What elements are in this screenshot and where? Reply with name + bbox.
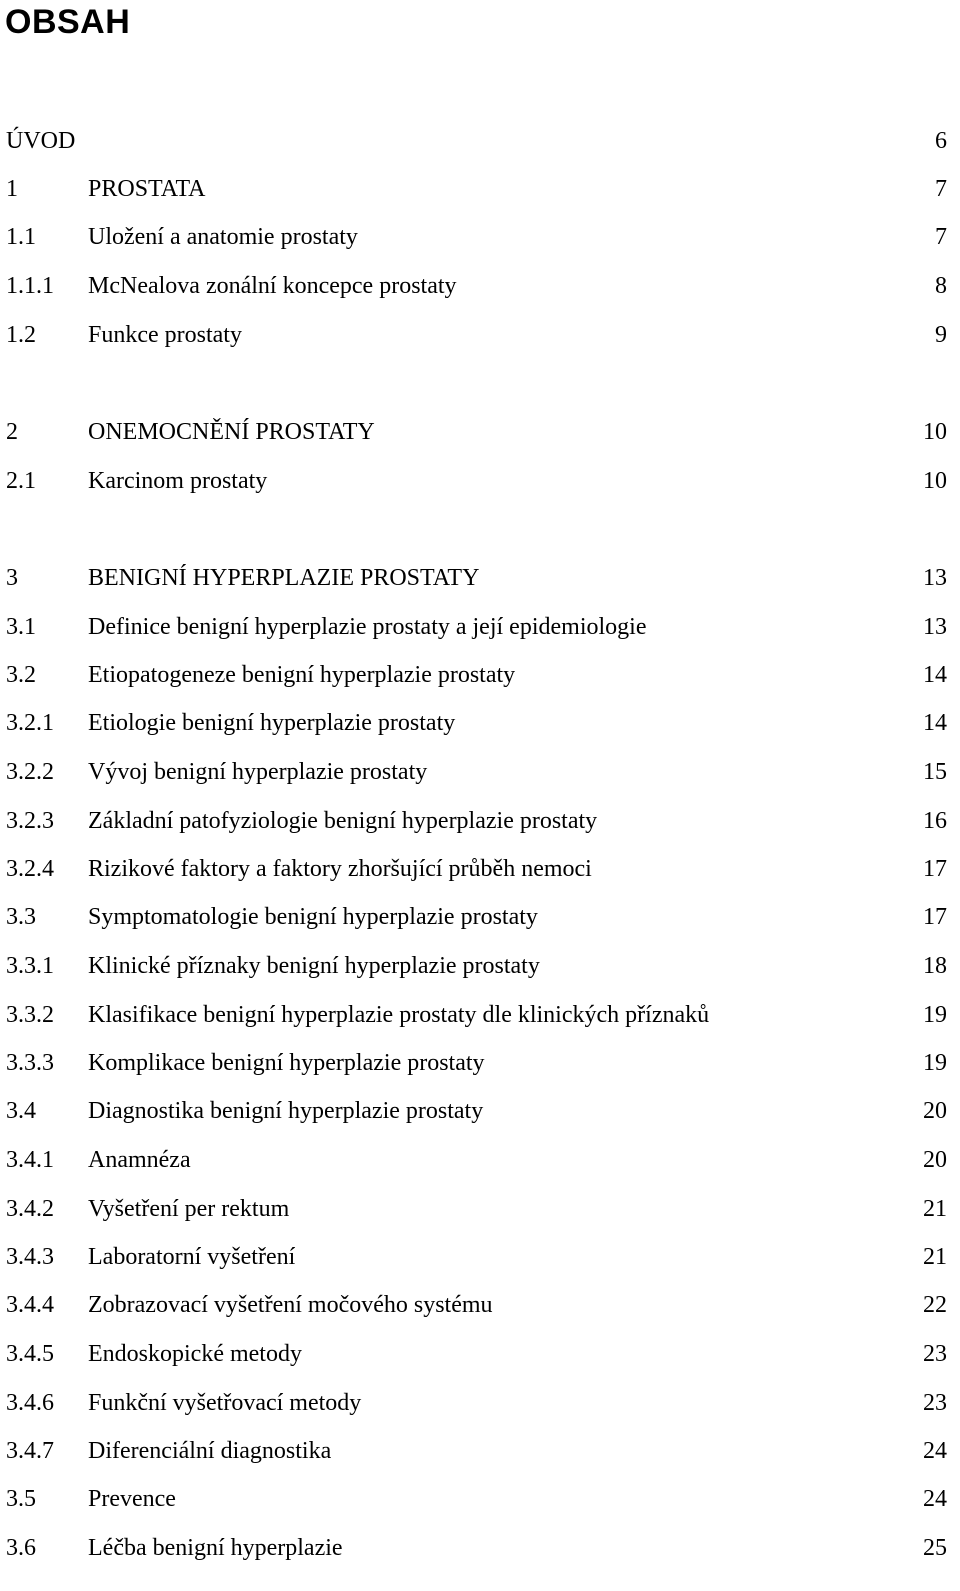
toc-entry-page: 19 <box>923 1050 947 1076</box>
toc-entry-number: 3.2.4 <box>6 856 54 882</box>
toc-entry <box>0 172 960 206</box>
toc-entry-label: Laboratorní vyšetření <box>88 1244 296 1270</box>
toc-entry <box>0 852 960 886</box>
toc-entry-page: 13 <box>923 614 947 640</box>
toc-entry-label: Vývoj benigní hyperplazie prostaty <box>88 759 428 785</box>
toc-entry-page: 19 <box>923 1002 947 1028</box>
toc-entry <box>0 1288 960 1322</box>
toc-entry-number: 3.2 <box>6 662 36 688</box>
toc-entry <box>0 464 960 498</box>
toc-entry-page: 24 <box>923 1486 947 1512</box>
toc-entry <box>0 1482 960 1516</box>
toc-entry-label: Zobrazovací vyšetření močového systému <box>88 1292 493 1318</box>
toc-entry-page: 7 <box>935 176 947 202</box>
toc-entry-number: 1.1 <box>6 224 36 250</box>
toc-entry-number: 3.4 <box>6 1098 36 1124</box>
toc-entry-number: 2.1 <box>6 468 36 494</box>
toc-entry <box>0 755 960 789</box>
toc-entry-page: 15 <box>923 759 947 785</box>
toc-entry-number: 3.4.7 <box>6 1438 54 1464</box>
toc-entry-number: 3.4.5 <box>6 1341 54 1367</box>
toc-entry-number: 3.4.1 <box>6 1147 54 1173</box>
toc-entry-page: 14 <box>923 662 947 688</box>
toc-entry <box>0 804 960 838</box>
toc-entry-label: Karcinom prostaty <box>88 468 268 494</box>
toc-entry <box>0 220 960 254</box>
toc-entry-page: 17 <box>923 904 947 930</box>
toc-entry-number: 3.4.2 <box>6 1196 54 1222</box>
toc-entry <box>0 1434 960 1468</box>
toc-entry-page: 9 <box>935 322 947 348</box>
toc-entry <box>0 318 960 352</box>
toc-entry-label: PROSTATA <box>88 176 206 202</box>
toc-entry-page: 20 <box>923 1098 947 1124</box>
toc-entry-label: Klinické příznaky benigní hyperplazie prostaty <box>88 953 540 979</box>
toc-entry-number: 1.1.1 <box>6 273 54 299</box>
toc-entry <box>0 415 960 449</box>
toc-entry <box>0 658 960 692</box>
toc-entry-page: 16 <box>923 808 947 834</box>
toc-entry <box>0 1094 960 1128</box>
toc-entry-number: 3.1 <box>6 614 36 640</box>
toc-entry <box>0 900 960 934</box>
toc-entry-page: 8 <box>935 273 947 299</box>
toc-entry-page: 10 <box>923 468 947 494</box>
toc-entry-label: Rizikové faktory a faktory zhoršující průběh nemoci <box>88 856 592 882</box>
toc-entry-page: 22 <box>923 1292 947 1318</box>
toc-entry-label: McNealova zonální koncepce prostaty <box>88 273 457 299</box>
toc-entry-number: 1.2 <box>6 322 36 348</box>
toc-entry-page: 25 <box>923 1535 947 1561</box>
toc-entry <box>0 561 960 595</box>
toc-entry-label: Diferenciální diagnostika <box>88 1438 332 1464</box>
toc-entry-label: Komplikace benigní hyperplazie prostaty <box>88 1050 485 1076</box>
toc-entry-number: 3.3.1 <box>6 953 54 979</box>
toc-entry-page: 23 <box>923 1341 947 1367</box>
toc-entry-page: 6 <box>935 128 947 154</box>
toc-entry-number: ÚVOD <box>6 128 76 154</box>
toc-entry-number: 3.3.3 <box>6 1050 54 1076</box>
toc-entry <box>0 269 960 303</box>
toc-entry-label: Anamnéza <box>88 1147 191 1173</box>
toc-entry-page: 24 <box>923 1438 947 1464</box>
toc-entry-number: 3.3 <box>6 904 36 930</box>
toc-entry <box>0 124 960 158</box>
toc-entry-label: Symptomatologie benigní hyperplazie prostaty <box>88 904 538 930</box>
toc-entry-label: Etiologie benigní hyperplazie prostaty <box>88 710 456 736</box>
toc-entry <box>0 1240 960 1274</box>
toc-entry-label: Prevence <box>88 1486 176 1512</box>
toc-entry-label: ONEMOCNĚNÍ PROSTATY <box>88 419 375 445</box>
toc-entry-label: Základní patofyziologie benigní hyperplazie prostaty <box>88 808 598 834</box>
toc-entry-number: 3.6 <box>6 1535 36 1561</box>
toc-entry-page: 23 <box>923 1390 947 1416</box>
toc-entry-label: Léčba benigní hyperplazie <box>88 1535 343 1561</box>
toc-entry-page: 13 <box>923 565 947 591</box>
toc-entry-number: 3.2.1 <box>6 710 54 736</box>
toc-entry-page: 21 <box>923 1196 947 1222</box>
toc-entry <box>0 1143 960 1177</box>
toc-entry-number: 2 <box>6 419 18 445</box>
toc-entry-number: 3.3.2 <box>6 1002 54 1028</box>
toc-entry-label: Uložení a anatomie prostaty <box>88 224 358 250</box>
toc-entry-number: 3 <box>6 565 18 591</box>
toc-entry-page: 21 <box>923 1244 947 1270</box>
toc-entry-label: Vyšetření per rektum <box>88 1196 290 1222</box>
toc-entry <box>0 1337 960 1371</box>
toc-entry-number: 3.5 <box>6 1486 36 1512</box>
toc-entry <box>0 949 960 983</box>
toc-entry-number: 3.2.3 <box>6 808 54 834</box>
toc-entry <box>0 706 960 740</box>
page-title: OBSAH <box>5 3 131 41</box>
toc-entry-page: 7 <box>935 224 947 250</box>
toc-entry-label: Etiopatogeneze benigní hyperplazie prostaty <box>88 662 516 688</box>
toc-entry-page: 17 <box>923 856 947 882</box>
toc-entry <box>0 610 960 644</box>
toc-entry-page: 20 <box>923 1147 947 1173</box>
toc-entry-number: 3.4.4 <box>6 1292 54 1318</box>
toc-entry-number: 1 <box>6 176 18 202</box>
toc-entry-label: Funkce prostaty <box>88 322 242 348</box>
toc-entry-label: Diagnostika benigní hyperplazie prostaty <box>88 1098 484 1124</box>
toc-entry <box>0 998 960 1032</box>
toc-entry <box>0 1531 960 1565</box>
toc-entry-label: Funkční vyšetřovací metody <box>88 1390 362 1416</box>
toc-entry-page: 10 <box>923 419 947 445</box>
toc-entry-page: 18 <box>923 953 947 979</box>
toc-entry-number: 3.4.6 <box>6 1390 54 1416</box>
toc-entry <box>0 1192 960 1226</box>
toc-entry-page: 14 <box>923 710 947 736</box>
toc-entry <box>0 1386 960 1420</box>
toc-entry-number: 3.2.2 <box>6 759 54 785</box>
toc-entry-number: 3.4.3 <box>6 1244 54 1270</box>
toc-entry <box>0 1046 960 1080</box>
toc-entry-label: Endoskopické metody <box>88 1341 302 1367</box>
toc-entry-label: Klasifikace benigní hyperplazie prostaty dle klinických příznaků <box>88 1002 710 1028</box>
toc-entry-label: Definice benigní hyperplazie prostaty a její epidemiologie <box>88 614 647 640</box>
toc-entry-label: BENIGNÍ HYPERPLAZIE PROSTATY <box>88 565 480 591</box>
